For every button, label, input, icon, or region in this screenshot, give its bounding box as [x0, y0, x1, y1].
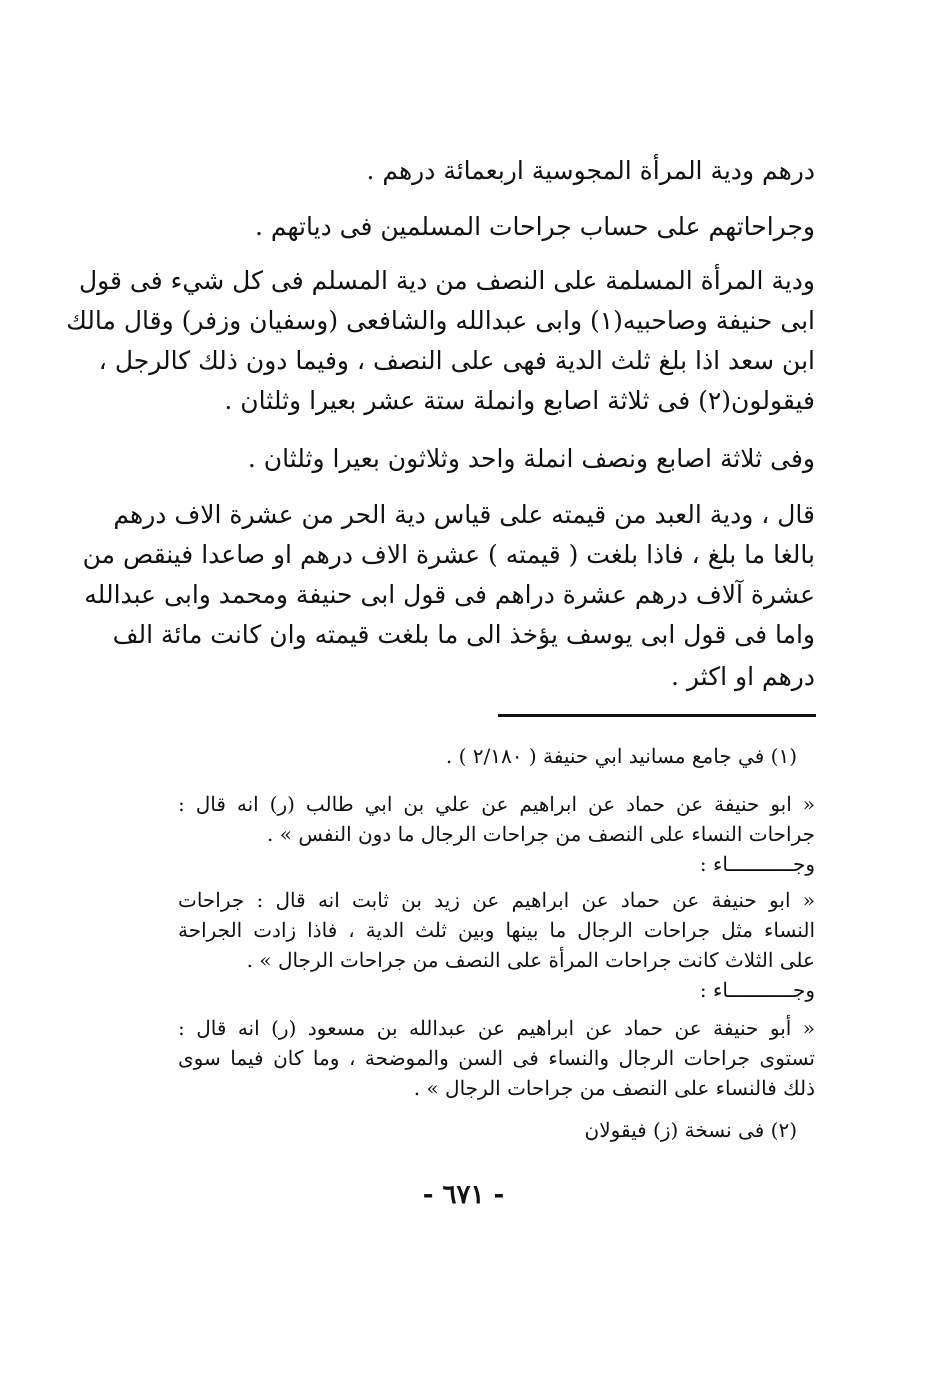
main-text-line: درهم ودية المرأة المجوسية اربعمائة درهم . [366, 156, 815, 185]
footnote-divider [498, 714, 816, 717]
main-text-line: واما فى قول ابى يوسف يؤخذ الى ما بلغت قيمته وان كانت مائة الف [112, 620, 815, 649]
footnote-line: « ابو حنيفة عن حماد عن ابراهيم عن علي بن ابي طالب (ر) انه قال : [178, 792, 815, 816]
main-text-line: وفى ثلاثة اصابع ونصف انملة واحد وثلاثون بعيرا وثلثان . [247, 444, 815, 473]
footnote-line: النساء مثل جراحات الرجال ما بينها وبين ثلث الدية ، فاذا زادت الجراحة [178, 918, 815, 942]
footnote-line: جراحات النساء على النصف من جراحات الرجال ما دون النفس » . [267, 822, 815, 846]
main-text-line: وجراحاتهم على حساب جراحات المسلمين فى دياتهم . [254, 212, 815, 241]
footnote-title: (١) في جامع مسانيد ابي حنيفة ( ٢/١٨٠ ) . [445, 744, 797, 768]
footnote-line: تستوى جراحات الرجال والنساء فى السن والموضحة ، وما كان فيما سوى [178, 1046, 815, 1070]
main-text-line: درهم او اكثر . [670, 662, 815, 691]
footnote-line: وجـــــــــــاء : [699, 852, 815, 876]
footnote-line: ذلك فالنساء على النصف من جراحات الرجال » . [413, 1076, 815, 1100]
footnote-line: « أبو حنيفة عن حماد عن ابراهيم عن عبدالله بن مسعود (ر) انه قال : [178, 1016, 815, 1040]
page-number: - ٦٧١ - [422, 1180, 505, 1210]
main-text-line: عشرة آلاف درهم عشرة دراهم فى قول ابى حنيفة ومحمد وابى عبدالله [84, 580, 815, 609]
footnote-line: « ابو حنيفة عن حماد عن ابراهيم عن زيد بن ثابت انه قال : جراحات [178, 888, 815, 912]
main-text-line: ودية المرأة المسلمة على النصف من دية المسلم فى كل شيء فى قول [78, 266, 815, 295]
footnote-title: (٢) فى نسخة (ز) فيقولان [584, 1118, 797, 1142]
main-text-line: ابى حنيفة وصاحبيه(١) وابى عبدالله والشافعى (وسفيان وزفر) وقال مالك [66, 306, 815, 335]
main-text-line: فيقولون(٢) فى ثلاثة اصابع وانملة ستة عشر بعيرا وثلثان . [224, 386, 815, 415]
main-text-line: ابن سعد اذا بلغ ثلث الدية فهى على النصف ، وفيما دون ذلك كالرجل ، [98, 346, 815, 375]
footnote-line: وجـــــــــــاء : [699, 978, 815, 1002]
main-text-line: قال ، ودية العبد من قيمته على قياس دية الحر من عشرة الاف درهم [113, 500, 815, 529]
main-text-line: بالغا ما بلغ ، فاذا بلغت ( قيمته ) عشرة الاف درهم او صاعدا فينقص من [82, 540, 815, 569]
footnote-line: على الثلاث كانت جراحات المرأة على النصف من جراحات الرجال » . [246, 948, 815, 972]
